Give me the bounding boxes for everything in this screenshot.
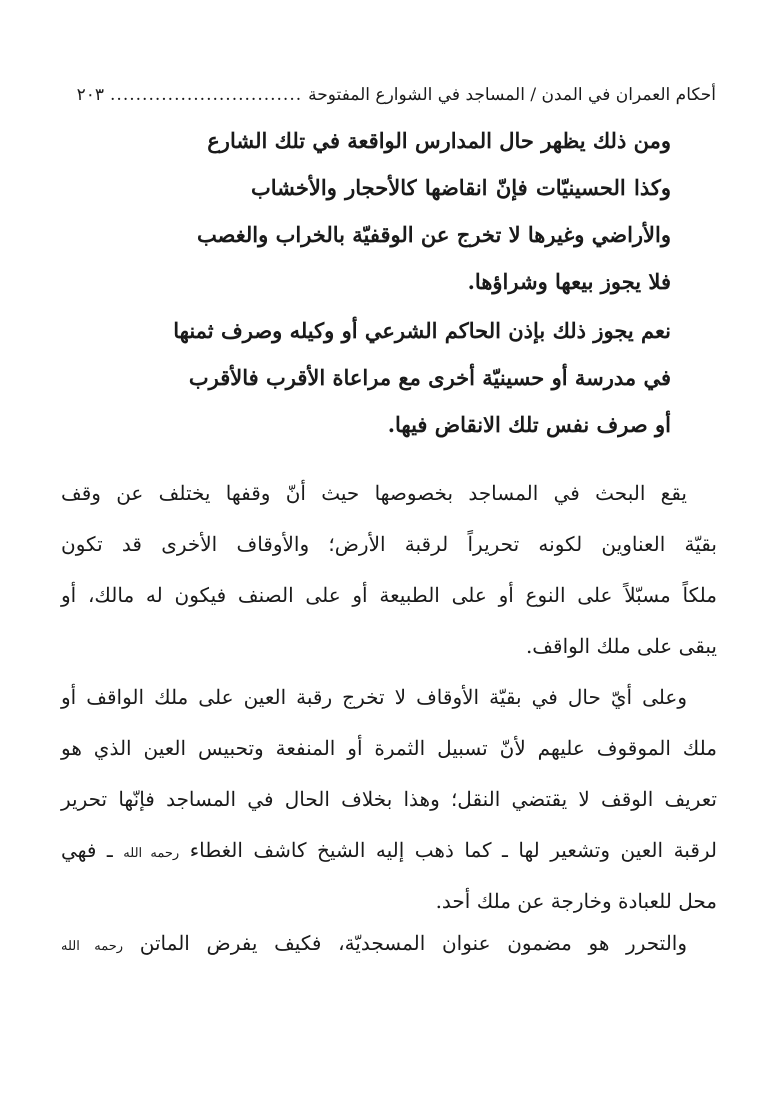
text-line: يبقى على ملك الواقف. [525,634,717,658]
header-dot-leader: .............................. [110,85,303,105]
text-segment: لرقبة العين وتشعير لها ـ كما ذهب إليه الشيخ كاشف الغطاء [189,838,718,862]
text-line: والأراضي وغيرها لا تخرج عن الوقفيّة بالخراب والغصب [196,222,671,247]
text-line: فلا يجوز بيعها وشراؤها. [467,269,671,294]
text-line: ملك الموقوف عليهم لأنّ تسبيل الثمرة أو المنفعة وتحبيس العين الذي هو [61,736,717,760]
text-line: أو صرف نفس تلك الانقاض فيها. [387,412,671,437]
text-line: وعلى أيّ حال في بقيّة الأوقاف لا تخرج رقبة العين على ملك الواقف أو [61,685,688,709]
text-line [61,825,717,876]
text-line: ملكاً مسبّلاً على النوع أو على الطبيعة أو على الصنف فيكون له مالك، أو [61,583,717,607]
honorific-text: رحمه الله [61,939,124,954]
paragraph-3 [61,918,717,969]
paragraph-1 [61,468,717,672]
text-segment: والتحرر هو مضمون عنوان المسجديّة، فكيف يفرض الماتن [139,931,687,955]
header-title: أحكام العمران في المدن / المساجد في الشوارع المفتوحة [308,85,716,105]
running-header [76,80,716,110]
text-line: نعم يجوز ذلك بإذن الحاكم الشرعي أو وكيله وصرف ثمنها [173,318,671,343]
bold-text-block-2 [173,307,671,448]
paragraph-2 [61,672,717,927]
page-number: ٢٠٣ [76,85,105,105]
text-line: تعريف الوقف لا يقتضي النقل؛ وهذا بخلاف الحال في المساجد فإنّها تحرير [61,787,717,811]
text-line: محل للعبادة وخارجة عن ملك أحد. [435,889,717,913]
text-line: يقع البحث في المساجد بخصوصها حيث أنّ وقفها يختلف عن وقف [61,481,687,505]
text-line: ومن ذلك يظهر حال المدارس الواقعة في تلك الشارع [207,128,671,153]
text-line [61,918,717,969]
text-line: في مدرسة أو حسينيّة أخرى مع مراعاة الأقرب فالأقرب [188,365,671,390]
honorific-text: رحمه الله [123,846,180,861]
text-line: وكذا الحسينيّات فإنّ انقاضها كالأحجار والأخشاب [251,175,671,200]
text-line: بقيّة العناوين لكونه تحريراً لرقبة الأرض؛ والأوقاف الأخرى قد تكون [61,532,717,556]
text-segment: ـ فهي [61,838,113,862]
bold-text-block-1 [196,117,671,305]
